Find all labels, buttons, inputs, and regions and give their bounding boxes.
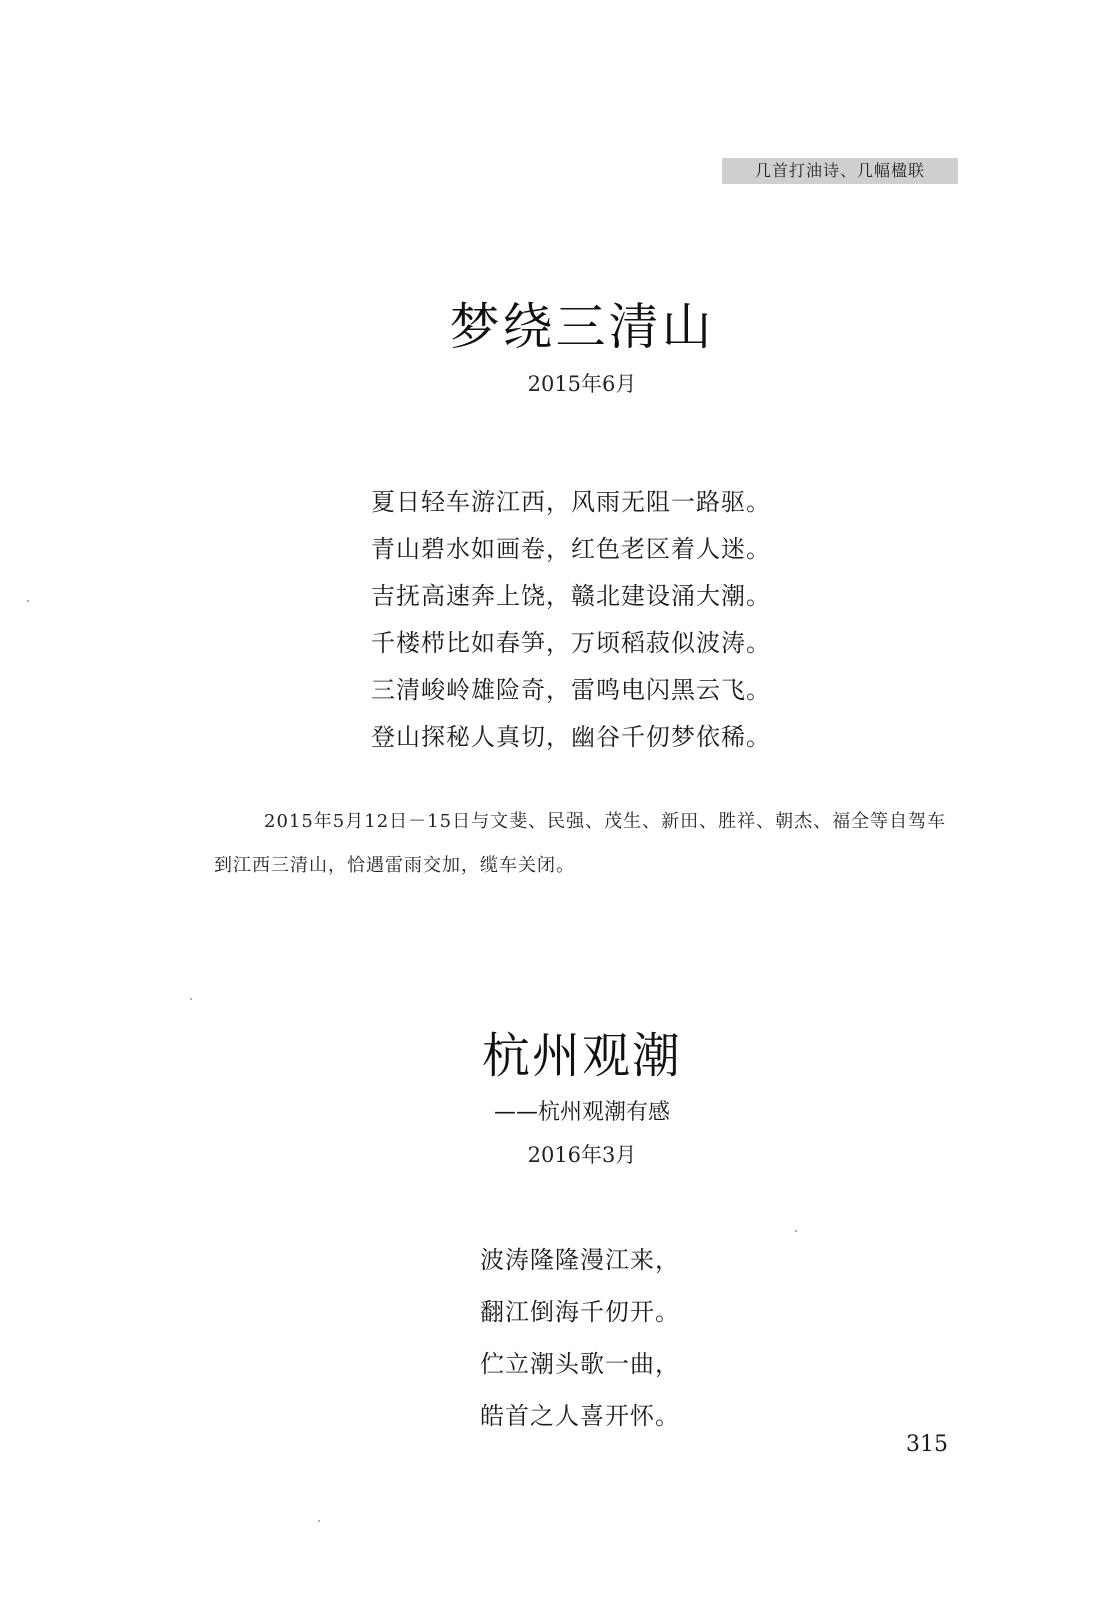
scan-speck xyxy=(795,1230,797,1232)
poem-line: 波涛隆隆漫江来， xyxy=(480,1246,680,1274)
page-number: 315 xyxy=(906,1432,948,1457)
poem-body xyxy=(480,1236,680,1444)
scan-speck xyxy=(318,1520,320,1522)
poem-line: 千楼栉比如春笋，万顷稻菽似波涛。 xyxy=(371,629,771,657)
poem-line: 登山探秘人真切，幽谷千仞梦依稀。 xyxy=(371,723,771,751)
scan-speck xyxy=(27,600,29,602)
poem-line: 夏日轻车游江西，风雨无阻一路驱。 xyxy=(371,488,771,516)
poem-line: 三清峻岭雄险奇，雷鸣电闪黑云飞。 xyxy=(371,676,771,704)
poem-line: 皓首之人喜开怀。 xyxy=(480,1402,680,1430)
poem-subtitle: ——杭州观潮有感 xyxy=(493,1100,670,1125)
poem-date: 2015年6月 xyxy=(527,372,637,396)
poem-line: 吉抚高速奔上饶，赣北建设涌大潮。 xyxy=(371,582,771,610)
poem-title: 杭州观潮 xyxy=(481,1028,682,1084)
poem-line: 翻江倒海千仞开。 xyxy=(480,1298,680,1326)
poem-line: 青山碧水如画卷，红色老区着人迷。 xyxy=(371,535,771,563)
poem-line: 伫立潮头歌一曲， xyxy=(480,1350,680,1378)
running-header: 几首打油诗、几幅楹联 xyxy=(722,158,958,184)
poem-date: 2016年3月 xyxy=(527,1143,637,1167)
poem-note: 2015年5月12日－15日与文斐、民强、茂生、新田、胜祥、朝杰、福全等自驾车到江西三清山，恰遇雷雨交加，缆车关闭。 xyxy=(214,811,947,876)
scan-speck xyxy=(190,998,192,1000)
poem-body xyxy=(371,480,771,762)
poem-title: 梦绕三清山 xyxy=(449,298,715,356)
